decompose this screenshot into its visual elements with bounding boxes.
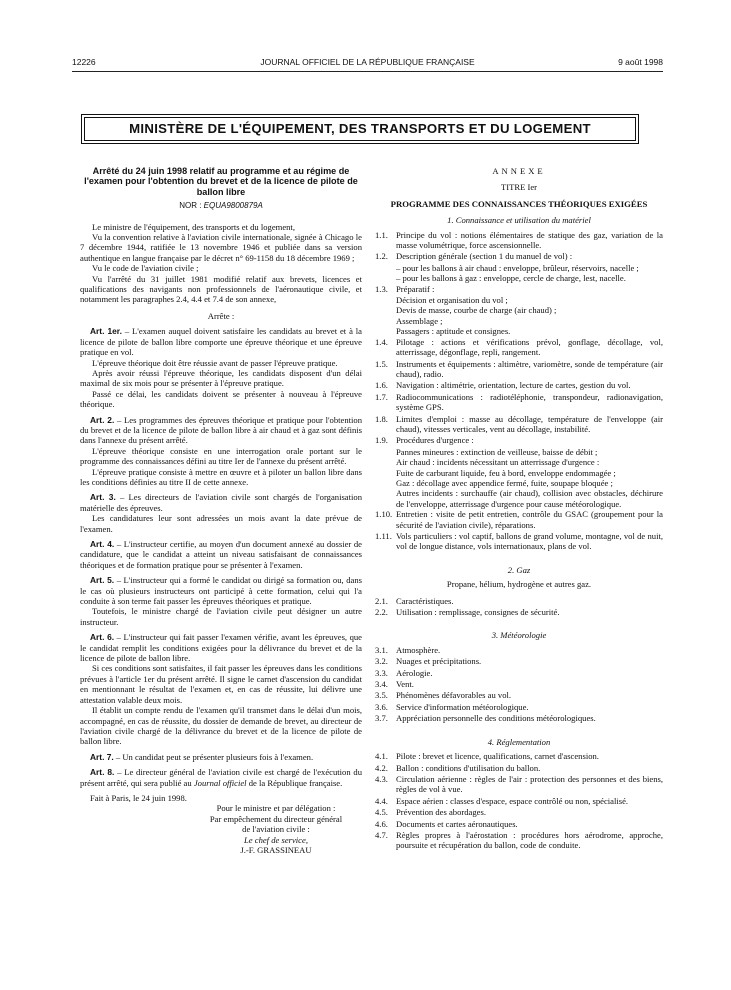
item-text: Radiocommunications : radiotéléphonie, transpondeur, radionavigation, système GPS. (396, 391, 663, 413)
item-text: Pilote : brevet et licence, qualifications, carnet d'ascension. (396, 751, 599, 762)
item-number: 1.6. (375, 380, 388, 391)
nor-code: EQUA9800879A (203, 201, 263, 211)
list-item (375, 713, 663, 723)
list-item (375, 645, 663, 655)
article-label: Art. 2. (90, 414, 115, 425)
article-text-tail: de la République française. (248, 777, 343, 788)
item-text: Appréciation personnelle des conditions météorologiques. (396, 713, 596, 724)
article-sub: Passé ce délai, les candidats doivent se présenter à nouveau à l'épreuve théorique. (80, 388, 362, 410)
spacer (375, 553, 663, 559)
publication-date: 9 août 1998 (618, 57, 663, 67)
article-sub: Toutefois, le ministre chargé de l'aviation civile peut désigner un autre instructeur. (80, 606, 362, 627)
list-item (375, 656, 663, 666)
article-text: L'instructeur certifie, au moyen d'un document annexé au dossier de candidature, que le candidat a atteint un niveau satisfaisant de connaissances théoriques et de formation pratique pour se présenter à l'examen. (80, 539, 362, 570)
item-text: Pilotage : actions et vérifications prévol, gonflage, décollage, vol, atterrissage, dégonflage, repli, rangement. (396, 336, 663, 358)
item-number: 1.3. (375, 283, 388, 294)
page-header (72, 56, 663, 68)
list-item (375, 702, 663, 712)
section-heading (375, 565, 663, 575)
item-text: Navigation : altimétrie, orientation, lecture de cartes, gestion du vol. (396, 380, 631, 391)
section-heading-text: 2. Gaz (507, 564, 531, 575)
spacer (375, 725, 663, 731)
item-text: Espace aérien : classes d'espace, espace contrôlé ou non, spécialisé. (396, 795, 629, 806)
section-heading (375, 215, 663, 225)
article-label: Art. 3. (90, 492, 116, 503)
article-sub: L'épreuve théorique doit être réussie avant de passer l'épreuve pratique. (92, 357, 338, 368)
list-item (375, 819, 663, 829)
signature-block (190, 803, 362, 855)
list-item (375, 359, 663, 380)
item-text: Description générale (section 1 du manuel de vol) : (396, 251, 573, 262)
article-4: Art. 4. – L'instructeur certifie, au moyen d'un document annexé au dossier de candidature, que le candidat a atteint un niveau satisfaisant de connaissances théoriques et de formation pratique pour se présenter à l'examen. (80, 539, 362, 570)
item-number: 3.2. (375, 656, 388, 667)
item-number: 1.11. (375, 531, 392, 541)
item-number: 4.1. (375, 751, 388, 762)
list-item (375, 509, 663, 530)
signature-line: de l'aviation civile : (242, 824, 310, 835)
item-number: 1.4. (375, 336, 388, 347)
list-item (375, 679, 663, 689)
article-text: Un candidat peut se présenter plusieurs fois à l'examen. (122, 751, 314, 762)
item-number: 4.4. (375, 795, 388, 806)
list-sub-item: – pour les ballons à air chaud : enveloppe, brûleur, réservoirs, nacelle ; (396, 262, 639, 273)
article-text: Le directeur général de l'aviation civile est chargé de l'exécution du présent arrêté, qui sera publié au (80, 767, 362, 788)
article-text: Les programmes des épreuves théorique et pratique pour l'obtention du brevet et de la licence de pilote de ballon libre à air chaud et à gaz sont définis dans l'annexe du présent arrêté. (80, 414, 362, 446)
left-column (80, 166, 362, 855)
signature-role (190, 835, 362, 845)
item-number: 1.9. (375, 435, 388, 446)
list-sub-item: Autres incidents : surchauffe (air chaud), collision avec obstacles, déchirure de l'enveloppe, atterrissage d'urgence pour cause météorologique. (396, 488, 663, 509)
list-sub-item: Pannes mineures : extinction de veilleuse, baisse de débit ; (396, 446, 598, 457)
item-text: Limites d'emploi : masse au décollage, température de l'enveloppe (air chaud), vitesses verticales, vent au décollage, instabilité. (396, 413, 663, 434)
list-item (375, 796, 663, 806)
item-number: 4.2. (375, 762, 388, 773)
section-heading-text: 1. Connaissance et utilisation du matériel (447, 215, 591, 226)
article-text: L'instructeur qui fait passer l'examen vérifie, avant les épreuves, que le candidat remplit les conditions exigées pour la délivrance du brevet et de la licence de pilote de ballon libre. (80, 632, 362, 664)
list-item (375, 596, 663, 606)
item-text: Service d'information météorologique. (396, 701, 529, 712)
item-number: 3.1. (375, 644, 388, 655)
item-number: 1.1. (375, 229, 388, 240)
article-sub: Si ces conditions sont satisfaites, il fait passer les épreuves dans les conditions prévues à l'article 1er du présent arrêté. Il signe le carnet d'ascension du candidat en mentionnant le résultat de l'examen et, en cas de réussite, lui délivre une attestation valable deux mois. (80, 663, 362, 705)
item-number: 3.3. (375, 667, 388, 678)
list-sub-item: Passagers : aptitude et consignes. (396, 326, 511, 337)
list-item (375, 284, 663, 294)
item-number: 4.5. (375, 807, 388, 818)
header-rule (72, 71, 663, 72)
item-text: Prévention des abordages. (396, 807, 486, 818)
article-7: Art. 7. – Un candidat peut se présenter plusieurs fois à l'examen. (90, 751, 314, 762)
spacer (375, 618, 663, 624)
list-sub-item: Fuite de carburant liquide, feu à bord, enveloppe endommagée ; (396, 467, 616, 478)
list-item (375, 435, 663, 445)
item-text: Caractéristiques. (396, 595, 454, 606)
article-label: Art. 6. (90, 632, 115, 643)
item-text: Entretien : visite de petit entretien, contrôle du GSAC (groupement pour la sécurité de l'aviation civile), réparations. (396, 509, 663, 530)
item-number: 2.1. (375, 595, 388, 606)
list-item (375, 690, 663, 700)
item-number: 3.6. (375, 701, 388, 712)
section-heading (375, 630, 663, 640)
article-2: Art. 2. – Les programmes des épreuves théorique et pratique pour l'obtention du brevet et de la licence de pilote de ballon libre à air chaud et à gaz sont définis dans l'annexe du présent arrêté. (80, 414, 362, 446)
list-item (375, 763, 663, 773)
item-text: Utilisation : remplissage, consignes de sécurité. (396, 607, 560, 618)
item-number: 4.7. (375, 829, 388, 840)
list-item (375, 380, 663, 390)
article-5: Art. 5. – L'instructeur qui a formé le candidat ou dirigé sa formation ou, dans le cas où plusieurs instructeurs ont participé à cette formation, celui qui l'a conduite à son terme fait passer les épreuves théoriques et pratique. (80, 575, 362, 607)
article-text: L'instructeur qui a formé le candidat ou dirigé sa formation ou, dans le cas où plusieurs instructeurs ont participé à cette formation, celui qui l'a conduite à son terme fait passer les épreuves théoriques et pratique. (80, 575, 362, 607)
nor-reference (80, 201, 362, 211)
item-number: 1.10. (375, 509, 393, 520)
item-text: Instruments et équipements : altimètre, variomètre, sonde de température (air chaud), radio. (396, 358, 663, 379)
list-sub-item: Devis de masse, courbe de charge (air chaud) ; (396, 305, 557, 316)
article-sub: L'épreuve pratique consiste à mettre en œuvre et à piloter un ballon libre dans les conditions définies au titre II de cette annexe. (80, 466, 362, 487)
item-text: Atmosphère. (396, 644, 441, 655)
list-item (375, 531, 663, 552)
list-item (375, 607, 663, 617)
title-heading: TITRE Ier (500, 182, 538, 193)
nor-label: NOR : (179, 201, 202, 211)
list-item (375, 392, 663, 413)
signature-line: Pour le ministre et par délégation : (216, 803, 336, 814)
annex-heading: ANNEXE (492, 166, 546, 176)
item-number: 3.4. (375, 679, 388, 690)
preamble-line: Vu l'arrêté du 31 juillet 1981 modifié relatif aux brevets, licences et qualifications des navigants non professionnels de l'aéronautique civile, et notamment les paragraphes 2.4, 4.4 et 7.4 de son annexe, (80, 273, 362, 305)
article-label: Art. 8. (90, 767, 115, 778)
item-text: Aérologie. (396, 667, 433, 678)
list-item (375, 668, 663, 678)
item-text: Documents et cartes aéronautiques. (396, 818, 518, 829)
journal-title: JOURNAL OFFICIEL DE LA RÉPUBLIQUE FRANÇAISE (260, 57, 475, 67)
ministry-banner: MINISTÈRE DE L'ÉQUIPEMENT, DES TRANSPORTS ET DU LOGEMENT (84, 117, 636, 141)
article-text: Les directeurs de l'aviation civile sont chargés de l'organisation matérielle des épreuves. (80, 492, 362, 513)
list-item (375, 774, 663, 795)
article-label: Art. 5. (90, 575, 115, 586)
item-number: 1.2. (375, 251, 388, 262)
item-text: Vent. (396, 679, 414, 690)
item-text: Nuages et précipitations. (396, 656, 482, 667)
list-item (375, 751, 663, 761)
article-sub: L'épreuve théorique consiste en une interrogation orale portant sur le programme des connaissances défini au titre Ier de l'annexe du présent arrêté. (80, 445, 362, 467)
signature-role-text: Le chef de service, (244, 834, 308, 845)
list-item (375, 251, 663, 261)
item-text: Phénomènes défavorables au vol. (396, 690, 512, 701)
section-heading (375, 737, 663, 747)
signature-line: Par empêchement du directeur général (209, 813, 343, 824)
article-label: Art. 1er. (90, 326, 122, 337)
item-number: 3.7. (375, 713, 388, 724)
list-sub-item: – pour les ballons à gaz : enveloppe, cercle de charge, lest, nacelle. (396, 273, 626, 284)
list-sub-item: Gaz : décollage avec appendice fermé, fuite, soupape bloquée ; (396, 477, 613, 488)
section-heading-text: 4. Réglementation (487, 736, 551, 747)
section-heading-text: 3. Météorologie (491, 630, 547, 641)
item-text: Procédures d'urgence : (396, 435, 474, 446)
article-3: Art. 3. – Les directeurs de l'aviation civile sont chargés de l'organisation matérielle des épreuves. (80, 492, 362, 513)
signing-place-date: Fait à Paris, le 24 juin 1998. (90, 792, 187, 803)
article-6: Art. 6. – L'instructeur qui fait passer l'examen vérifie, avant les épreuves, que le candidat remplit les conditions exigées pour la délivrance du brevet et de la licence de pilote de ballon libre. (80, 632, 362, 664)
article-8: Art. 8. – Le directeur général de l'aviation civile est chargé de l'exécution du présent arrêté, qui sera publié au Journal officiel de la République française. (80, 767, 362, 788)
preamble-line: Le ministre de l'équipement, des transports et du logement, (92, 221, 295, 232)
preamble-line: Vu la convention relative à l'aviation civile internationale, signée à Chicago le 7 décembre 1944, ratifiée le 13 novembre 1946 et publiée dans sa version authentique en langue française par le décret n° 69-1158 du 18 décembre 1969 ; (80, 232, 362, 263)
list-sub-item: Air chaud : incidents nécessitant un atterrissage d'urgence : (396, 457, 600, 468)
item-text: Préparatif : (396, 283, 435, 294)
article-text: L'examen auquel doivent satisfaire les candidats au brevet et à la licence de pilote de ballon libre comporte une épreuve théorique et une épreuve pratique en vol. (80, 326, 362, 358)
article-label: Art. 7. (90, 751, 114, 762)
list-item (375, 230, 663, 251)
programme-heading: PROGRAMME DES CONNAISSANCES THÉORIQUES EXIGÉES (390, 198, 648, 209)
list-sub-item: Décision et organisation du vol ; (396, 295, 508, 306)
item-number: 3.5. (375, 690, 388, 701)
item-text: Règles propres à l'aérostation : procédures hors aérodrome, approche, poursuite et récupération du ballon, code de conduite. (396, 829, 663, 851)
list-item (375, 807, 663, 817)
page-number: 12226 (72, 57, 96, 67)
list-item (375, 337, 663, 358)
right-column (375, 166, 663, 852)
signatory-name: J.-F. GRASSINEAU (240, 844, 312, 855)
gas-intro: Propane, hélium, hydrogène et autres gaz. (446, 579, 592, 590)
list-item (375, 830, 663, 851)
item-text: Ballon : conditions d'utilisation du ballon. (396, 762, 541, 773)
item-number: 2.2. (375, 607, 388, 618)
article-1: Art. 1er. – L'examen auquel doivent satisfaire les candidats au brevet et à la licence de pilote de ballon libre comporte une épreuve théorique et une épreuve pratique en vol. (80, 326, 362, 358)
article-label: Art. 4. (90, 539, 115, 549)
item-number: 1.5. (375, 358, 388, 369)
item-text: Principe du vol : notions élémentaires de statique des gaz, variation de la masse volumétrique, force ascensionnelle. (396, 229, 663, 251)
item-number: 1.7. (375, 391, 388, 402)
item-text: Circulation aérienne : règles de l'air : protection des personnes et des biens, règles de vol à vue. (396, 773, 663, 795)
item-number: 1.8. (375, 413, 388, 424)
preamble-line: Vu le code de l'aviation civile ; (92, 263, 199, 274)
article-sub: Il établit un compte rendu de l'examen qu'il transmet dans le délai d'un mois, accompagné, en cas de réussite, du dossier de demande de brevet, au directeur de l'aviation civile chargé de la délivrance du brevet et de la licence de pilote de ballon libre. (80, 705, 362, 747)
arrete-label: Arrête : (207, 310, 235, 321)
item-number: 4.6. (375, 818, 388, 829)
list-sub-item: Assemblage ; (396, 315, 443, 326)
article-sub: Après avoir réussi l'épreuve théorique, les candidats disposent d'un délai maximal de six mois pour se présenter à l'épreuve pratique. (80, 367, 362, 389)
decree-title: Arrêté du 24 juin 1998 relatif au programme et au régime de l'examen pour l'obtention du brevet et de la licence de pilote de ballon libre (84, 166, 358, 197)
item-number: 4.3. (375, 773, 388, 784)
item-text: Vols particuliers : vol captif, ballons de grand volume, montagne, vol de nuit, vol de longue distance, vols internationaux, plans de vol. (396, 531, 663, 552)
journal-officiel-ref: Journal officiel (193, 777, 247, 788)
list-item (375, 414, 663, 435)
article-sub: Les candidatures leur sont adressées un mois avant la date prévue de l'examen. (80, 513, 362, 534)
